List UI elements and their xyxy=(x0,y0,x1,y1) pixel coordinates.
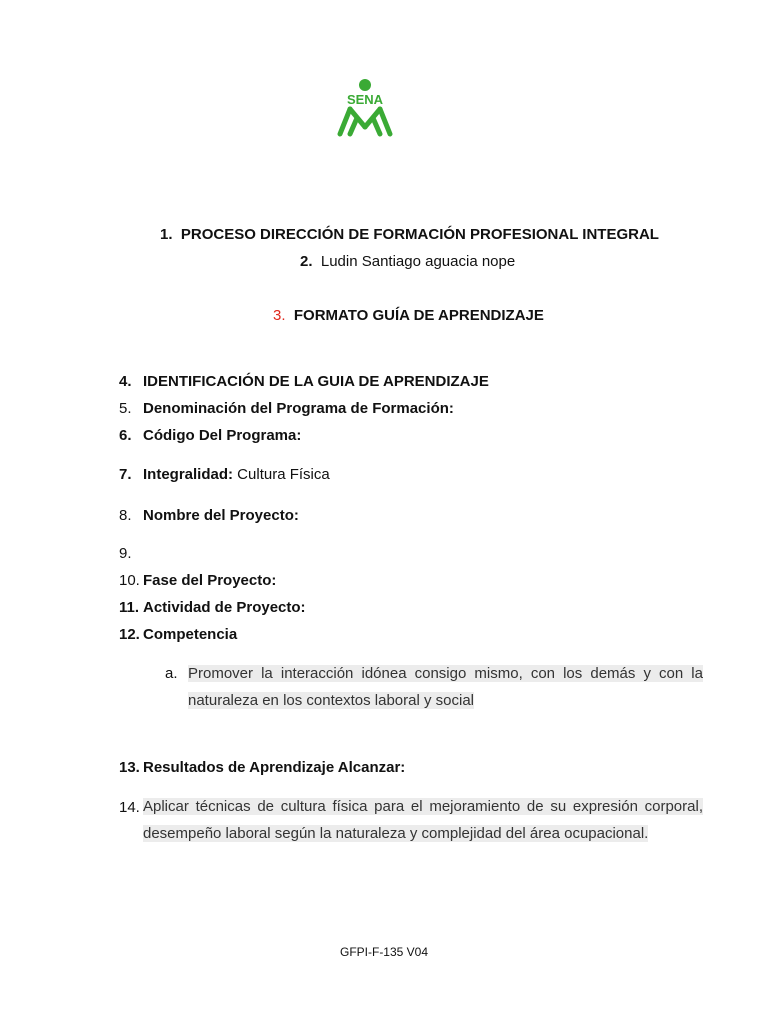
author-line xyxy=(300,253,515,270)
learning-result-text: Aplicar técnicas de cultura física para el mejoramiento de su expresión corporal, desempeño laboral según la naturaleza y complejidad del área ocupacional. xyxy=(143,798,703,842)
format-title-text: FORMATO GUÍA DE APRENDIZAJE xyxy=(293,307,544,324)
document-code: GFPI-F-135 V04 xyxy=(339,945,429,959)
competency-description xyxy=(188,660,703,714)
process-title xyxy=(160,226,659,243)
guide-identification-heading: IDENTIFICACIÓN DE LA GUIA DE APRENDIZAJE xyxy=(143,373,489,390)
competency-label: Competencia xyxy=(143,626,238,643)
item-number: 9. xyxy=(119,545,132,562)
item-number: 8. xyxy=(119,507,132,524)
item-number: 14. xyxy=(119,799,140,816)
competency-text: Promover la interacción idónea consigo mismo, con los demás y con la naturaleza en los contextos laboral y social xyxy=(188,665,703,709)
item-number: 4. xyxy=(119,373,132,390)
item-number: 3. xyxy=(273,307,286,324)
item-number: 12. xyxy=(119,626,140,643)
sena-logo-icon xyxy=(334,78,396,140)
item-number: 13. xyxy=(119,759,140,776)
item-number: 6. xyxy=(119,427,132,444)
learning-result-description xyxy=(143,793,703,847)
project-phase-label: Fase del Proyecto: xyxy=(143,572,277,589)
sub-item-marker: a. xyxy=(165,665,178,682)
item-number: 7. xyxy=(119,466,132,483)
program-code-label: Código Del Programa: xyxy=(143,427,302,444)
item-number: 1. xyxy=(160,226,173,243)
project-activity-label: Actividad de Proyecto: xyxy=(143,599,306,616)
program-name-label: Denominación del Programa de Formación: xyxy=(143,400,454,417)
project-name-label: Nombre del Proyecto: xyxy=(143,507,299,524)
item-number: 10. xyxy=(119,572,140,589)
process-title-text: PROCESO DIRECCIÓN DE FORMACIÓN PROFESIONAL INTEGRAL xyxy=(180,226,659,243)
integrality-value: Cultura Física xyxy=(233,466,330,483)
item-number: 5. xyxy=(119,400,132,417)
learning-results-label: Resultados de Aprendizaje Alcanzar: xyxy=(143,759,406,776)
author-name: Ludin Santiago aguacia nope xyxy=(320,253,516,270)
format-title xyxy=(273,307,544,324)
integrality-line xyxy=(143,466,330,483)
item-number: 11. xyxy=(119,599,140,616)
item-number: 2. xyxy=(300,253,313,270)
integrality-label: Integralidad: xyxy=(143,466,234,483)
logo-text: SENA xyxy=(346,92,384,107)
